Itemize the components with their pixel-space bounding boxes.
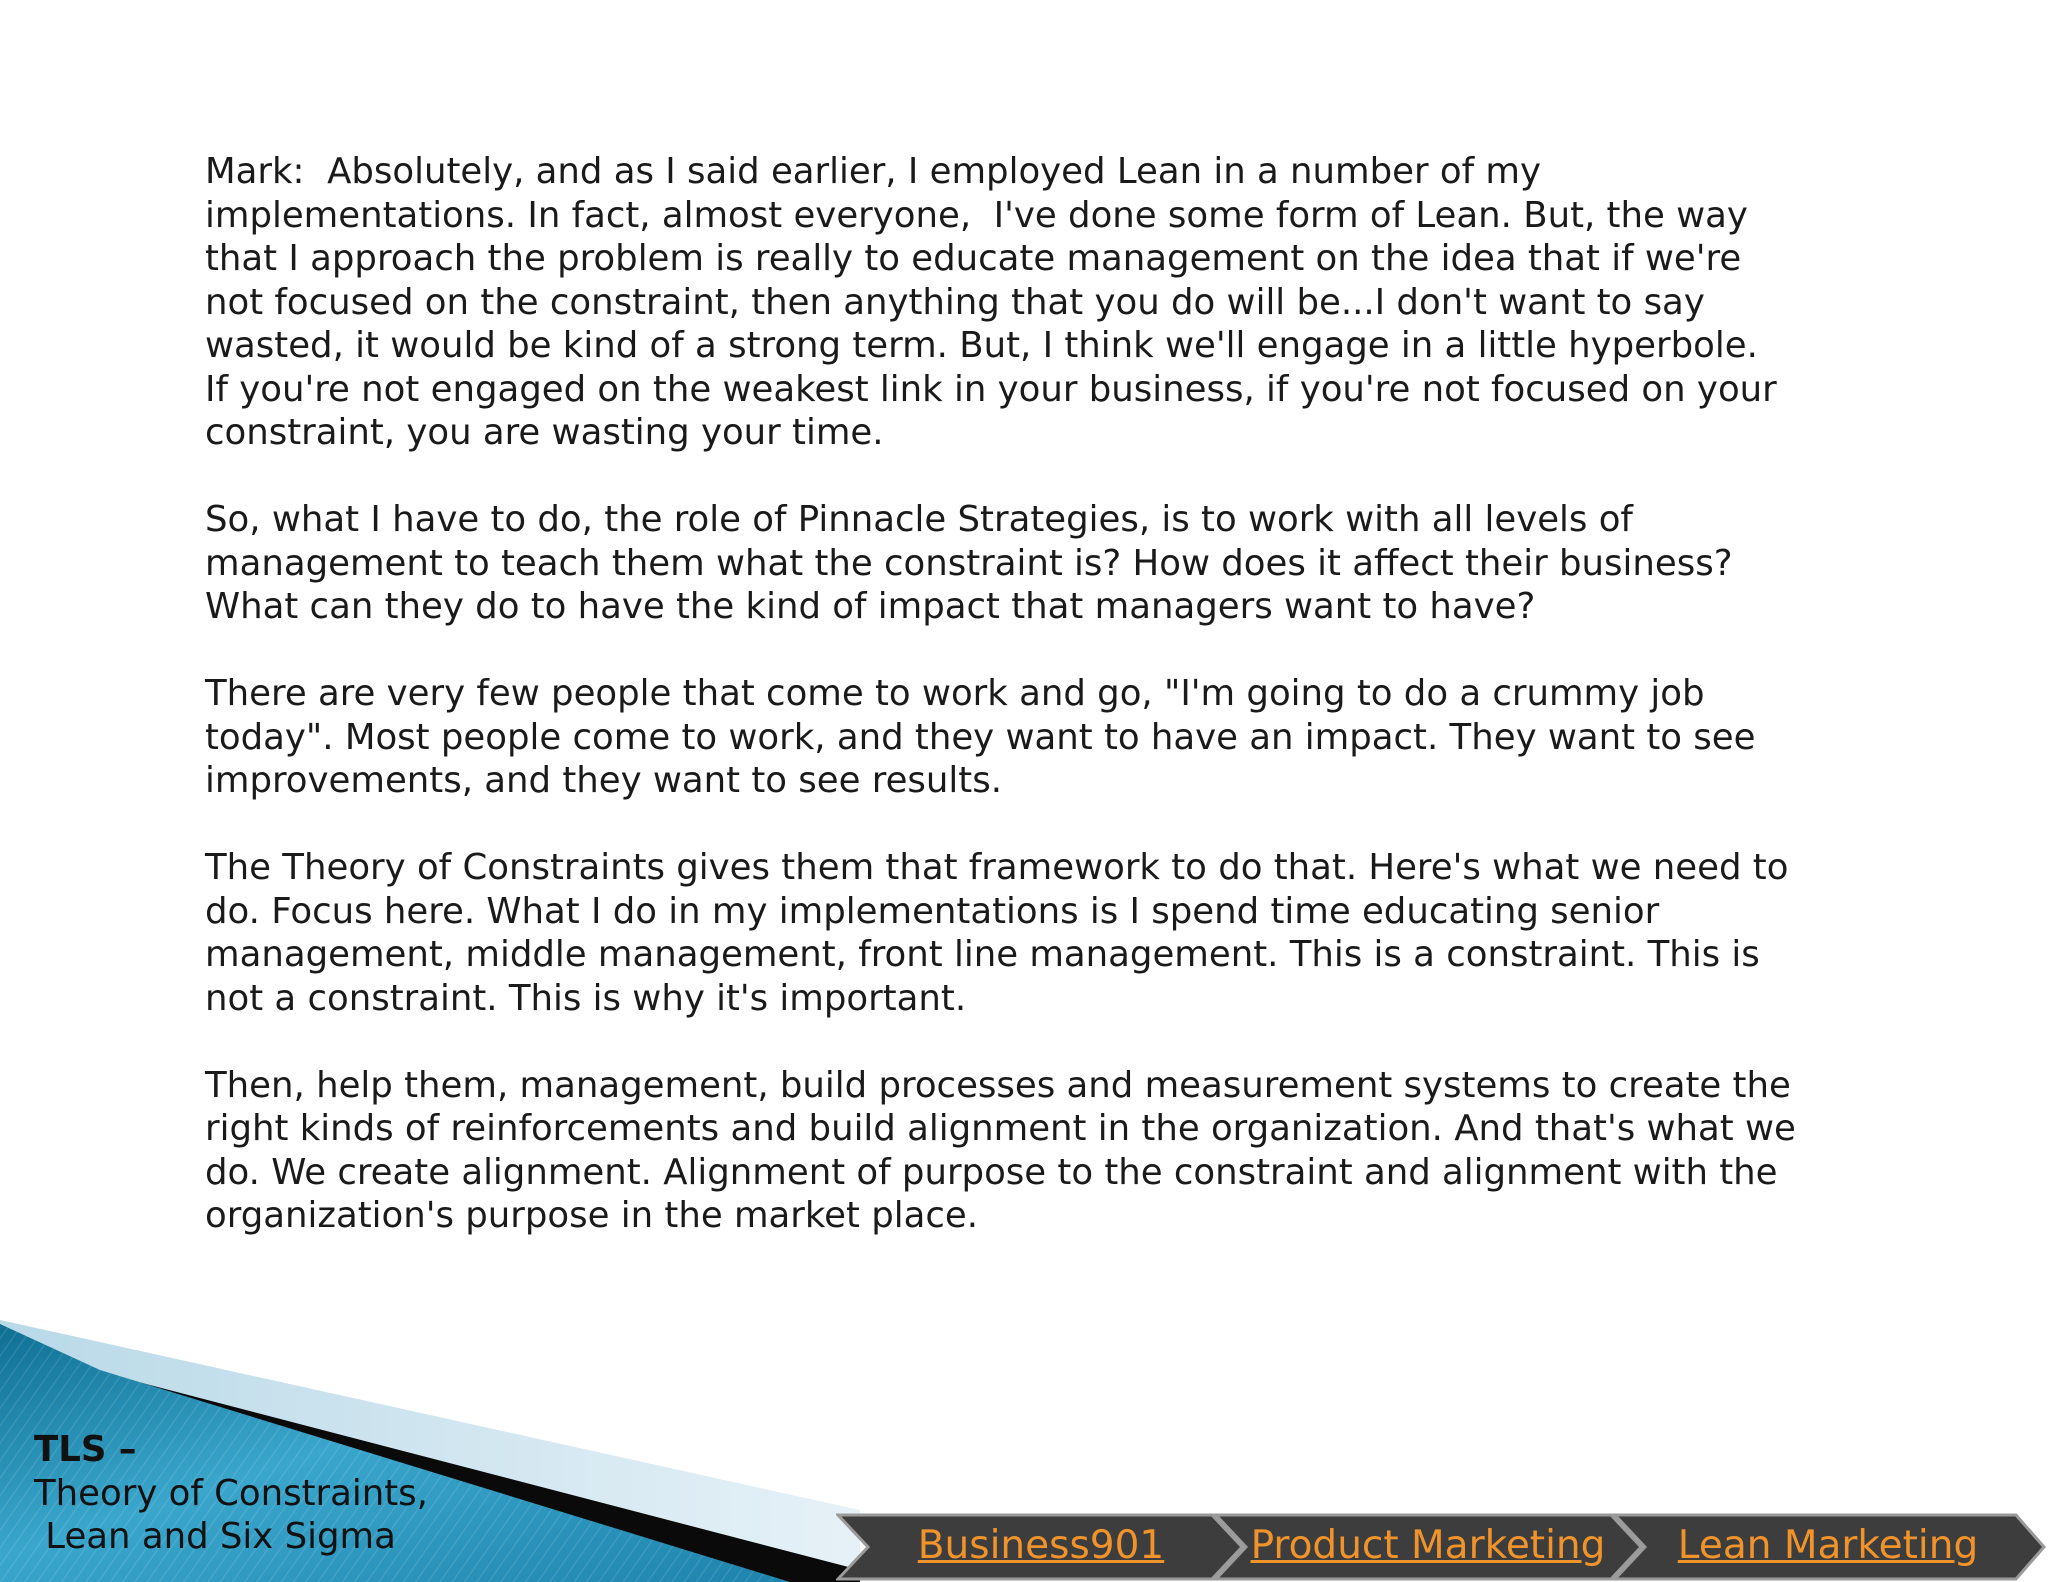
footer-nav	[836, 1512, 2048, 1582]
nav-link-lean-marketing[interactable]: Lean Marketing	[1677, 1523, 1979, 1568]
paragraph: Mark: Absolutely, and as I said earlier, I employed Lean in a number of my implementations. In fact, almost everyone, I've done some form of Lean. But, the way that I approach the problem is really to educate management on the idea that if we're not focused on the constraint, then anything that you do will be...I don't want to say wasted, it would be kind of a strong term. But, I think we'll engage in a little hyperbole. If you're not engaged on the weakest link in your business, if you're not focused on your constraint, you are wasting your time.	[205, 151, 1777, 453]
nav-link-product-marketing[interactable]: Product Marketing	[1250, 1523, 1606, 1568]
paragraph: The Theory of Constraints gives them that framework to do that. Here's what we need to do. Focus here. What I do in my implementations is I spend time educating senior management, middle management, front line management. This is a constraint. This is not a constraint. This is why it's important.	[205, 847, 1789, 1019]
footer-title-acronym: TLS –	[34, 1429, 137, 1470]
paragraph: Then, help them, management, build processes and measurement systems to create the right kinds of reinforcements and build alignment in the organization. And that's what we do. We create alignment. Alignment of purpose to the constraint and alignment with the organization's purpose in the market place.	[205, 1064, 1796, 1236]
nav-link-business901[interactable]: Business901	[917, 1523, 1165, 1568]
footer-title-line: Theory of Constraints,	[34, 1472, 428, 1514]
footer-title-line: Lean and Six Sigma	[34, 1516, 396, 1557]
footer-title	[34, 1428, 428, 1559]
paragraph: There are very few people that come to work and go, "I'm going to do a crummy job today". Most people come to work, and they want to have an impact. They want to see improvements, and they want to see results.	[205, 673, 1756, 801]
paragraph: So, what I have to do, the role of Pinnacle Strategies, is to work with all levels of management to teach them what the constraint is? How does it affect their business? What can they do to have the kind of impact that managers want to have?	[205, 499, 1733, 627]
transcript-body	[205, 150, 1865, 1281]
